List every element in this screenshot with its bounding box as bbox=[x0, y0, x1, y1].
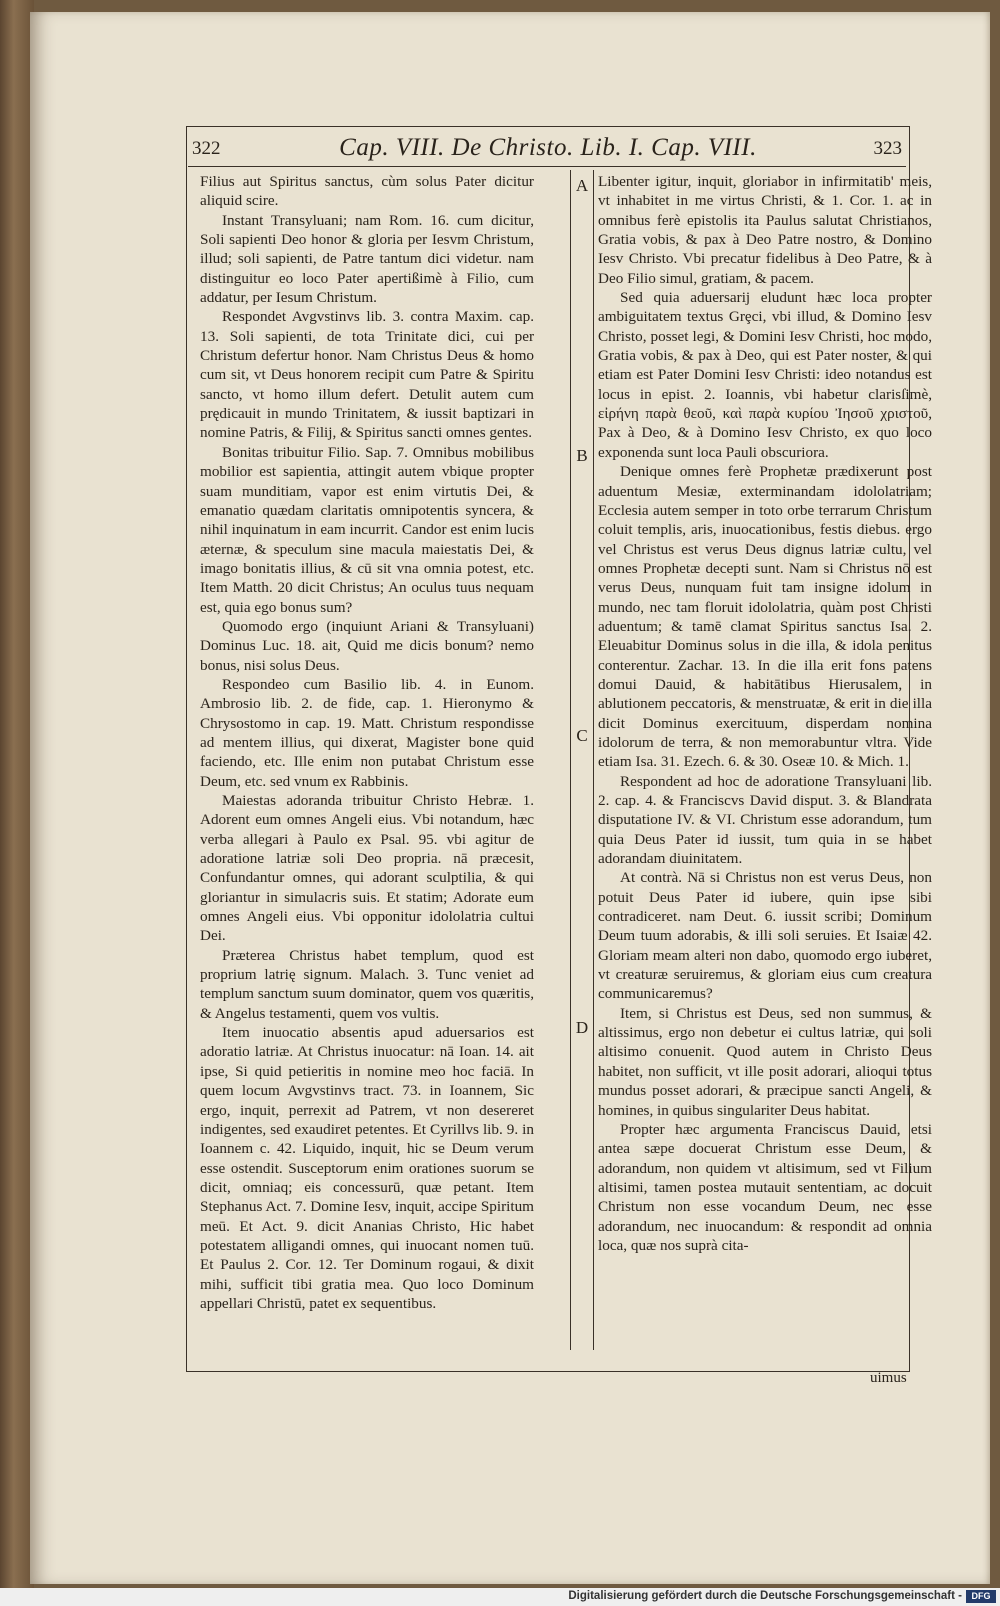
margin-marker-b: B bbox=[576, 446, 588, 465]
footer-bar bbox=[0, 1588, 1000, 1606]
page-number-left: 322 bbox=[192, 138, 221, 159]
paragraph: Bonitas tribuitur Filio. Sap. 7. Omnibus mobilibus mobilior est sapientia, attingit autem vbique propter suam munditiam, vapor est enim virtutis Dei, & emanatio quædam claritatis omnipotentis syncera, & nihil inquinatum in eam incurrit. Candor est enim lucis æternæ, & speculum sine macula maiestatis Dei, & imago bonitatis illius, & cū sit vna omnia potest, etc. Item Matth. 20 dicit Christus; An oculus tuus nequam est, quia ego bonus sum? bbox=[200, 443, 534, 616]
footer-credit: Digitalisierung gefördert durch die Deutsche Forschungsgemeinschaft - bbox=[568, 1590, 962, 1602]
paragraph: Item, si Christus est Deus, sed non summus, & altissimus, ergo non debetur ei cultus latriæ, qui soli altisimo conuenit. Quod autem in Christo Deus habitet, non sufficit, vt ille posit adorari, alioqui totus mundus posset adorari, & præcipue sancti Angeli, & homines, in quibus singulariter Deus habitat. bbox=[598, 1004, 932, 1119]
paragraph: Instant Transyluani; nam Rom. 16. cum dicitur, Soli sapienti Deo honor & gloria per Iesvm Christum, illud; soli sapienti, de Patre tantum dici videtur. nam distinguitur eo loco Pater apertißimè à Filio, cum addatur, per Iesum Christum. bbox=[200, 211, 534, 307]
margin-marker-d: D bbox=[575, 1018, 589, 1037]
page-number-right: 323 bbox=[873, 138, 902, 159]
catchword: uimus bbox=[870, 1370, 907, 1386]
paragraph: Filius aut Spiritus sanctus, cùm solus Pater dicitur aliquid scire. bbox=[200, 173, 534, 210]
book-binding bbox=[0, 0, 34, 1606]
paragraph: Item inuocatio absentis apud aduersarios est adoratio latriæ. At Christus inuocatur: nā Ioan. 14. ait ipse, Si quid petieritis in nomine meo hoc faciā. In quem locum Avgvstinvs tract. 73. in Ioannem, Sic ergo, inquit, perrexit ad Patrem, vt non desereret indigentes, sed exaudiret petentes. Et Cyrillvs lib. 9. in Ioannem c. 42. Liquido, inquit, hic se Deum verum esse ostendit. Susceptorum enim orationes suorum se dicit, omniaq; eis concessurū, quæ petant. Item Stephanus Act. 7. Domine Iesv, inquit, accipe Spiritum meū. Et Act. 9. dicit Ananias Christo, Hic habet potestatem alligandi omnes, qui inuocant nomen tuū. Et Paulus 2. Cor. 12. Ter Dominum rogaui, & dixit mihi, sufficit tibi gratia mea. Quo loco Dominum appellari Christū, patet ex sequentibus. bbox=[200, 1024, 534, 1312]
paragraph: Respondet Avgvstinvs lib. 3. contra Maxim. cap. 13. Soli sapienti, de tota Trinitate dici, cui per Christum defertur honor. Nam Christus Deus & homo cum sit, vt Deus honorem recipit cum Patre & Spiritu sancto, vt homo illum defert. Detulit autem cum prędicauit in mundo Trinitatem, & iussit baptizari in nomine Patris, & Filij, & Spiritus sancti omnes gentes. bbox=[200, 308, 534, 442]
margin-marker-c: C bbox=[576, 726, 588, 745]
running-head bbox=[188, 132, 906, 167]
running-title: Cap. VIII. De Christo. Lib. I. Cap. VIII. bbox=[339, 134, 757, 161]
paragraph: Denique omnes ferè Prophetæ prædixerunt post aduentum Mesiæ, exterminandam idololatriam; Ecclesia autem semper in toto orbe terrarum Christum coluit templis, aris, inuocationibus, festis diebus. ergo vel Christus est verus Deus dignus latriæ cultu, vel omnes Prophetæ decepti sunt. Nam si Christus nō est verus Deus, nunquam fuit tam insigne idolum in mundo, nec tam floruit idololatria, quàm post Christi aduentum; & tamē clamat Spiritus sanctus Isa. 2. Eleuabitur Dominus solus in die illa, & idola penitus conterentur. Zachar. 13. In die illa erit fons patens domui Dauid, & habitātibus Hierusalem, in ablutionem peccatoris, & menstruatæ, & erit in die illa dicit Dominus exercituum, disperdam nomina idolorum de terra, & non memorabuntur vltra. Vide etiam Isa. 31. Ezech. 6. & 30. Oseæ 10. & Mich. 1. bbox=[598, 463, 932, 771]
column-divider bbox=[570, 170, 594, 1350]
paragraph: Maiestas adoranda tribuitur Christo Hebræ. 1. Adorent eum omnes Angeli eius. Vbi notandum, hæc verba allegari à Paulo ex Psal. 95. vbi agitur de adoratione latriæ soli Deo propria. nā præcesit, Confundantur omnes, qui adorant sculptilia, & qui gloriantur in simulacris suis. Et statim; Adorate eum omnes Angeli eius. Vbi opponitur idololatria cultui Dei. bbox=[200, 792, 534, 945]
paragraph: Præterea Christus habet templum, quod est proprium latrię signum. Malach. 3. Tunc veniet ad templum sanctum suum dominator, quem vos quæritis, & Angelus testamenti, quem vos vultis. bbox=[200, 946, 534, 1022]
paragraph: Respondent ad hoc de adoratione Transyluani lib. 2. cap. 4. & Franciscvs David disput. 3. & Blandrata disputatione IV. & VI. Christum esse adorandum, tum quia Deus Pater id iussit, tum quia in se habet adorandam diuinitatem. bbox=[598, 772, 932, 868]
right-text-column bbox=[598, 172, 932, 1255]
dfg-logo: DFG bbox=[966, 1590, 996, 1603]
margin-marker-a: A bbox=[575, 176, 589, 195]
paragraph: Sed quia aduersarij eludunt hæc loca propter ambiguitatem textus Grȩci, vbi illud, & Domino Iesv Christo, posset legi, & Domini Iesv Christi, hoc modo, Gratia vobis, & pax à Deo, qui est Pater noster, & qui etiam est Pater Domini Iesv Christi: ideo notandus est locus in epist. 2. Ioannis, vbi habetur clarisſimè, εἰρήνη παρὰ θεοῦ, καὶ παρὰ κυρίου Ἰησοῦ χριστοῦ, Pax à Deo, & à Domino Iesv Christo, ex quo loco exponenda sunt loca Pauli obscuriora. bbox=[598, 289, 932, 461]
paragraph: Propter hæc argumenta Franciscus Dauid, etsi antea sæpe docuerat Christum esse Deum, & adorandum, non quidem vt altisimum, sed vt Filium altisimi, tamen postea mutauit sententiam, ac docuit Christum non esse vocandum Deum, nec esse adorandum, nec inuocandum: & respondit ad omnia loca, quæ nos suprà cita- bbox=[598, 1120, 932, 1254]
paragraph: At contrà. Nā si Christus non est verus Deus, non potuit Deus Pater id iubere, quin ipse sibi contradiceret. nam Deut. 6. iussit scribi; Dominum Deum tuum adorabis, & illi soli seruies. Et Isaiæ 42. Gloriam meam alteri non dabo, quomodo ergo iuberet, vt creaturæ seruiremus, & gloriam eius cum creatura communicaremus? bbox=[598, 869, 932, 1003]
paragraph: Respondeo cum Basilio lib. 4. in Eunom. Ambrosio lib. 2. de fide, cap. 1. Hieronymo & Chrysostomo in cap. 19. Matt. Christum respondisse ad mentem illius, qui dixerat, Magister bone quid faciendo, etc. Ille enim non putabat Christum esse Deum, etc. sed vnum ex Rabbinis. bbox=[200, 675, 534, 790]
left-text-column bbox=[200, 172, 534, 1313]
paragraph: Quomodo ergo (inquiunt Ariani & Transyluani) Dominus Luc. 18. ait, Quid me dicis bonum? nemo bonus, nisi solus Deus. bbox=[200, 617, 534, 674]
paragraph: Libenter igitur, inquit, gloriabor in infirmitatib' meis, vt inhabitet in me virtus Christi, & 1. Cor. 1. ac in omnibus ferè epistolis ita Paulus salutat Christianos, Gratia vobis, & pax à Deo Patre nostro, & Domino Iesv Christo. Vbi precatur fidelibus à Deo Patre, & à Deo Filio simul, gratiam, & pacem. bbox=[598, 173, 932, 287]
